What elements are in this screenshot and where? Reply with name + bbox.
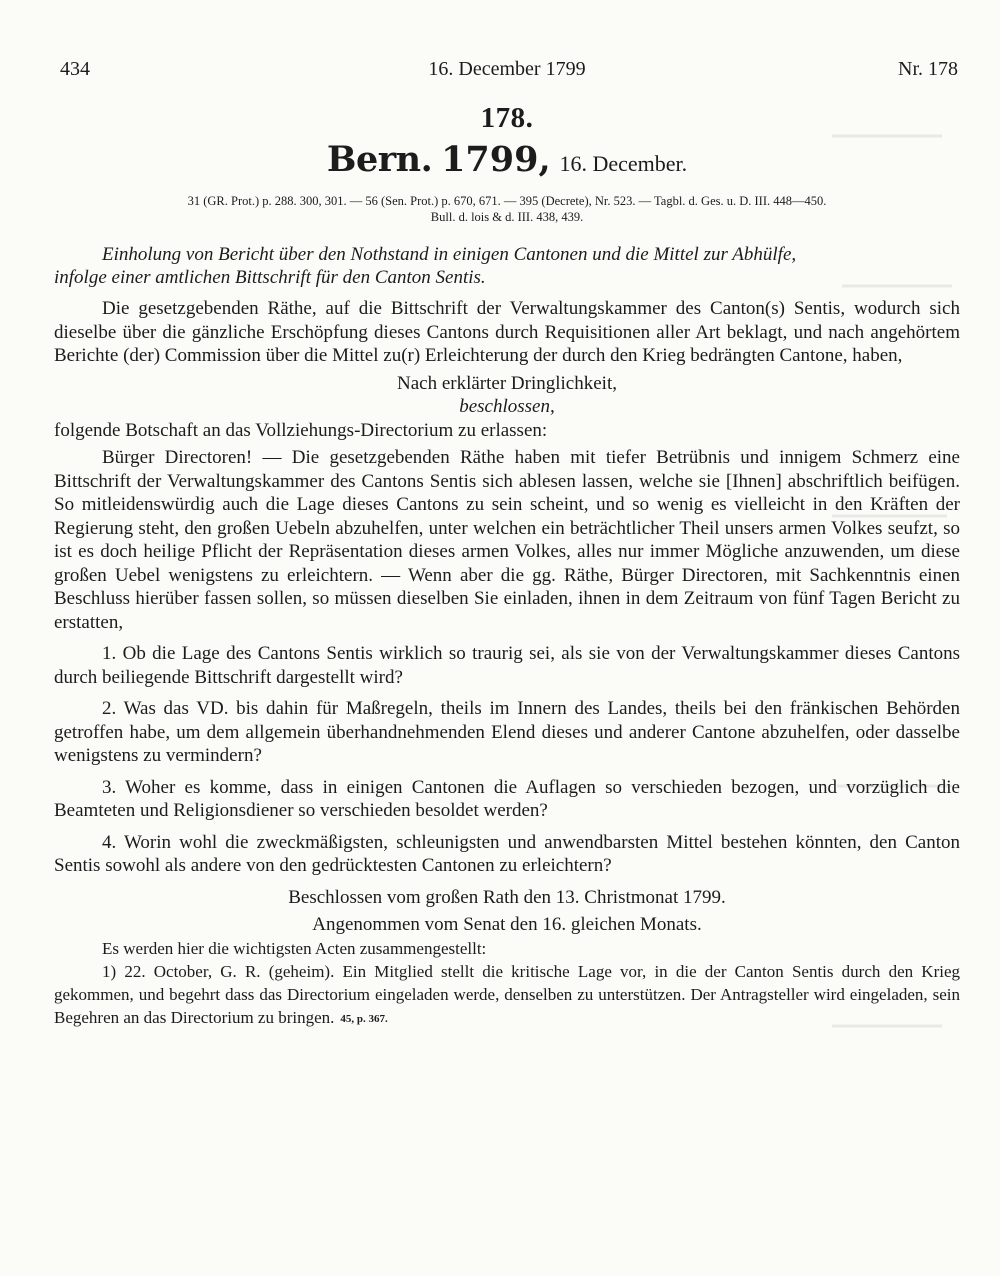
summary-line-1: Einholung von Bericht über den Nothstand in einigen Cantonen und die Mittel zur Abhülfe, [102, 244, 797, 265]
summary-line-2: infolge einer amtlichen Bittschrift für den Canton Sentis. [54, 267, 486, 288]
question-3: 3. Woher es komme, dass in einigen Cantonen die Auflagen so verschieden bezogen, und vorzüglich die Beamteten und Religionsdiener so verschieden besoldet werden? [54, 776, 960, 821]
running-header [54, 58, 960, 88]
header-entry-number: Nr. 178 [898, 58, 958, 80]
page-number: 434 [60, 58, 90, 80]
refs-line-1: 31 (GR. Prot.) p. 288. 300, 301. — 56 (Sen. Prot.) p. 670, 671. — 395 (Decrete), Nr. 523. — Tagbl. d. Ges. u. D. III. 448—450. [187, 194, 827, 208]
refs-line-2: Bull. d. lois & d. III. 438, 439. [430, 210, 584, 224]
question-1: 1. Ob die Lage des Cantons Sentis wirklich so traurig sei, als sie von der Verwaltungskammer dieses Cantons durch beiliegende Bittschrift dargestellt wird? [54, 643, 960, 688]
entry-number: 178. [480, 102, 534, 134]
resolved-line: beschlossen, [459, 396, 555, 417]
entry-summary [54, 243, 960, 289]
entry-place: Bern. [326, 139, 433, 180]
question-4: 4. Worin wohl die zweckmäßigsten, schleunigsten und anwendbarsten Mittel bestehen könnten, den Canton Sentis sowohl als andere von den gedrücktesten Cantonen zu erleichtern? [54, 831, 960, 876]
header-date: 16. December 1799 [428, 58, 586, 80]
act-1-reference: 45, p. 367. [340, 1012, 388, 1025]
intro-paragraph: Die gesetzgebenden Räthe, auf die Bittschrift der Verwaltungskammer des Canton(s) Sentis, wodurch sich dieselbe über die gänzliche Erschöpfung dieses Cantons durch Requisitionen aller Art beklagt, und nach angehörtem Berichte (der) Commission über die Mittel zu(r) Erleichterung der durch den Krieg bedrängten Cantone, haben, [54, 298, 960, 366]
entry-day: 16. December. [559, 151, 688, 176]
entry-place-date [54, 141, 960, 183]
entry-year: 1799, [441, 139, 551, 180]
closing-great-council: Beschlossen vom großen Rath den 13. Christmonat 1799. [288, 886, 726, 908]
question-2: 2. Was das VD. bis dahin für Maßregeln, theils im Innern des Landes, theils bei den fränkischen Behörden getroffen habe, um dem allgemein überhandnehmenden Elend dieses und anderer Cantone abzuhelfen, oder dasselbe wenigstens zu vermindern? [54, 698, 960, 766]
message-intro: folgende Botschaft an das Vollziehungs-Directorium zu erlassen: [54, 419, 548, 441]
act-1 [54, 960, 960, 1031]
urgency-line: Nach erklärter Dringlichkeit, [397, 372, 617, 394]
closing-senate: Angenommen vom Senat den 16. gleichen Monats. [312, 914, 702, 935]
acts-intro: Es werden hier die wichtigsten Acten zusammengestellt: [102, 938, 487, 958]
message-paragraph: Bürger Directoren! — Die gesetzgebenden Räthe haben mit tiefer Betrübnis und innigem Schmerz eine Bittschrift der Verwaltungskammer des Cantons Sentis sich ablesen lassen, welche sie [Ihnen] abschriftlich beifügen. So mitleidenswürdig auch die Lage dieses Cantons zu sein scheint, und so wenig es vielleicht in den Kräften der Regierung steht, den großen Uebeln abzuhelfen, unter welchen ein beträchtlicher Theil unsers armen Volkes seufzt, so ist es doch heilige Pflicht der Repräsentation dieses armen Volkes, alles nur immer Mögliche anzuwenden, um diese großen Uebel wenigstens zu erleichtern. — Wenn aber die gg. Räthe, Bürger Directoren, mit Sachkenntnis einen Beschluss hierüber fassen sollen, so müssen dieselben Sie einladen, ihnen in dem Zeitraum von fünf Tagen Bericht zu erstatten, [54, 447, 960, 633]
source-references [54, 193, 960, 225]
act-1-text: 1) 22. October, G. R. (geheim). Ein Mitglied stellt die kritische Lage vor, in die der Canton Sentis durch den Krieg gekommen, und begehrt dass das Directorium eingeladen werde, denselben zu unterstützen. Der Antragsteller wird eingeladen, sein Begehren an das Directorium zu bringen. [54, 961, 960, 1027]
